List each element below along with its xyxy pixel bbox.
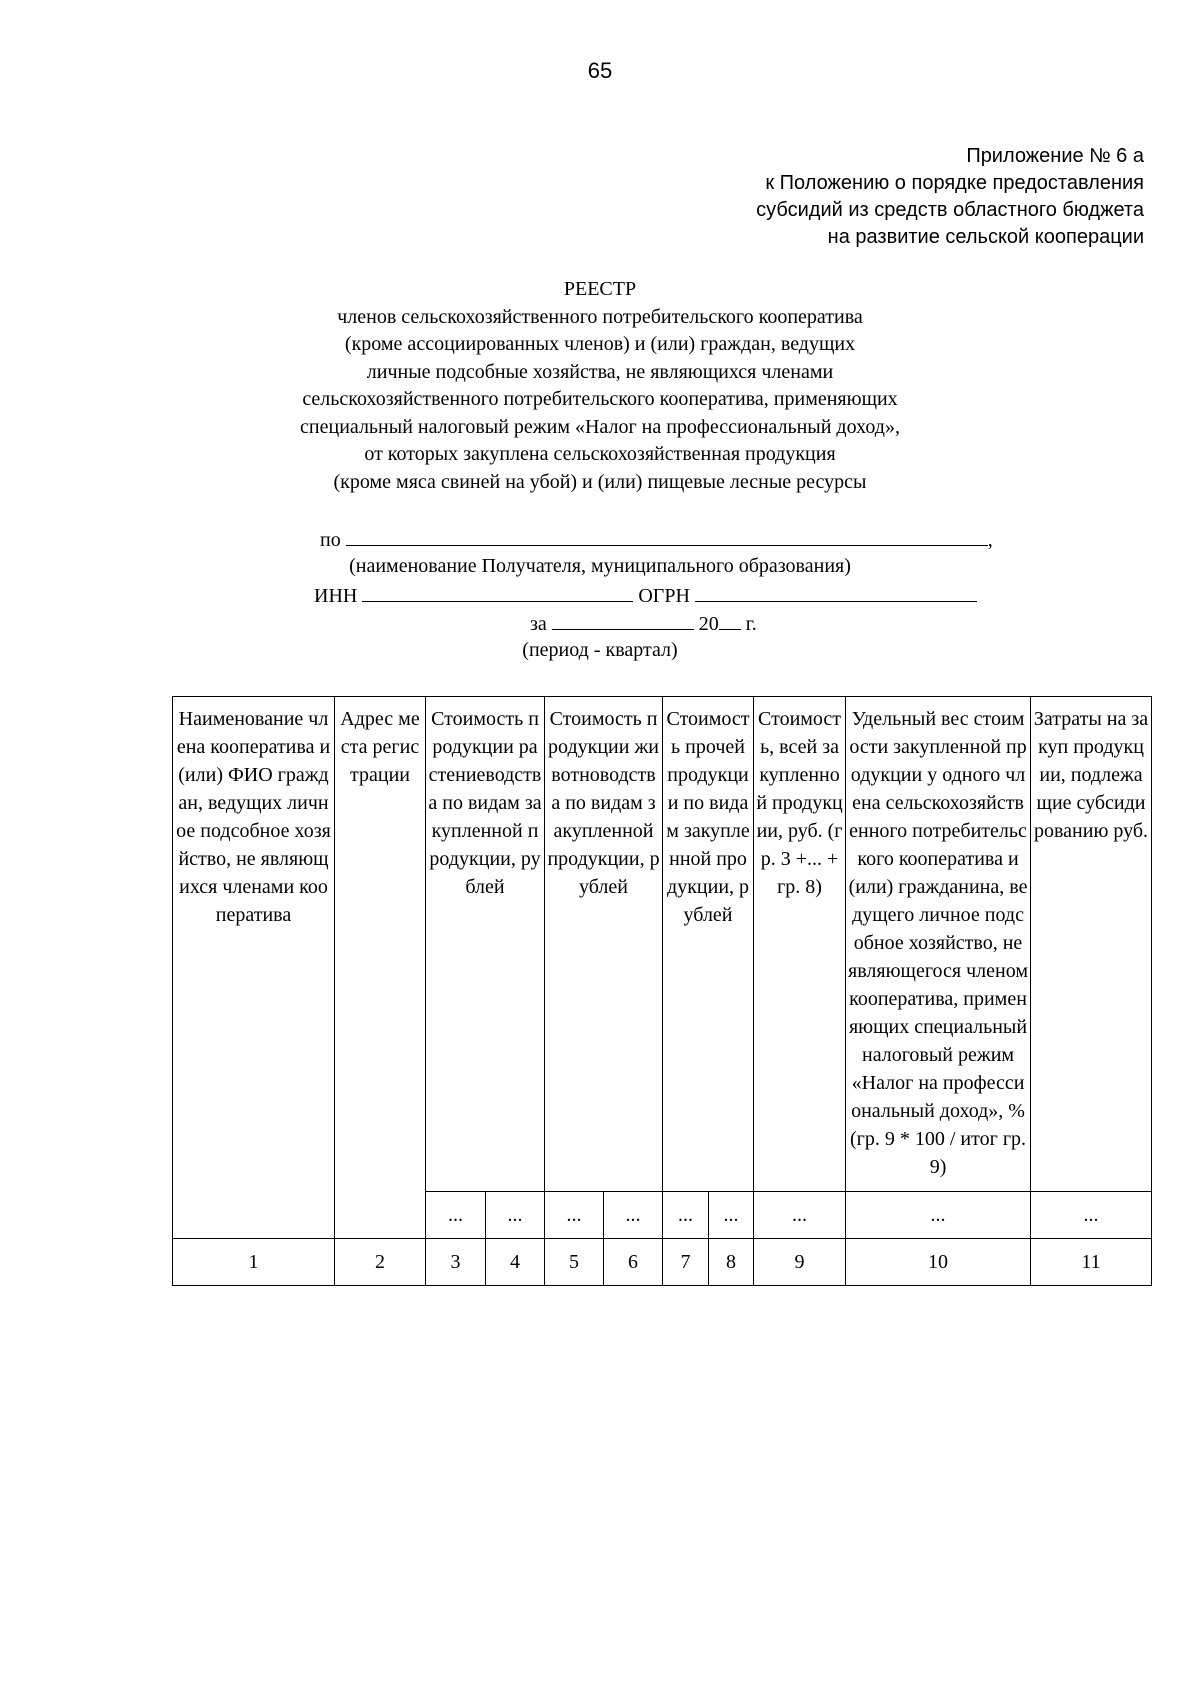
po-label: по (320, 529, 341, 551)
subheader-cell: ... (545, 1192, 604, 1239)
period-line (530, 611, 757, 636)
subheader-cell: ... (604, 1192, 663, 1239)
title-heading: РЕЕСТР (563, 278, 637, 300)
header-cell-livestock-value: Стоимость продукции животноводства по видам закупленной продукции, рублей (545, 697, 663, 1192)
ogrn-blank[interactable] (695, 583, 977, 602)
title-line: сельскохозяйственного потребительского кооператива, применяющих (302, 388, 898, 410)
recipient-blank[interactable] (346, 527, 988, 546)
header-cell-share: Удельный вес стоимости закупленной продукции у одного члена сельскохозяйственного потребительского кооператива и (или) гражданина, ведущего личное подсобное хозяйство, не являющегося членом кооператива, применяющих специальный налоговый режим «Налог на профессиональный доход», % (гр. 9 * 100 / итог гр. 9) (846, 697, 1031, 1192)
title-line: специальный налоговый режим «Налог на профессиональный доход», (300, 415, 900, 438)
column-number-cell: 5 (545, 1239, 604, 1286)
subheader-cell: ... (426, 1192, 486, 1239)
header-cell-crop-value: Стоимость продукции растениеводства по видам закупленной продукции, рублей (426, 697, 545, 1192)
header-cell-member-name: Наименование члена кооператива и (или) ФИО граждан, ведущих личное подсобное хозяйство, не являющихся членами кооператива (173, 697, 335, 1239)
column-number-cell: 9 (754, 1239, 846, 1286)
title-line: (кроме ассоциированных членов) и (или) граждан, ведущих (344, 333, 856, 355)
registry-table (172, 696, 1152, 1286)
header-cell-total-value: Стоимость, всей закупленной продукции, руб. (гр. 3 +... + гр. 8) (754, 697, 846, 1192)
title-line: членов сельскохозяйственного потребительского кооператива (337, 305, 863, 328)
recipient-caption: (наименование Получателя, муниципального образования) (349, 555, 851, 577)
appendix-line: на развитие сельской кооперации (827, 226, 1144, 248)
period-blank[interactable] (552, 611, 694, 630)
title-line: личные подсобные хозяйства, не являющихся членами (366, 360, 834, 383)
recipient-line (320, 527, 993, 552)
subheader-cell: ... (846, 1192, 1031, 1239)
column-number-cell: 3 (426, 1239, 486, 1286)
header-cell-costs: Затраты на закуп продукции, подлежащие субсидированию руб. (1031, 697, 1152, 1192)
ogrn-label: ОГРН (638, 585, 690, 607)
year-prefix: 20 (698, 613, 719, 635)
appendix-reference (756, 143, 1144, 251)
column-number-cell: 2 (335, 1239, 426, 1286)
inn-blank[interactable] (362, 583, 633, 602)
header-cell-other-value: Стоимость прочей продукции по видам закупленной продукции, рублей (663, 697, 754, 1192)
page-number: 65 (587, 58, 613, 83)
appendix-line: к Положению о порядке предоставления (765, 172, 1144, 194)
appendix-line: Приложение № 6 а (966, 145, 1144, 167)
column-number-cell: 1 (173, 1239, 335, 1286)
subheader-cell: ... (663, 1192, 709, 1239)
inn-ogrn-line (314, 583, 977, 608)
po-comma: , (987, 529, 993, 551)
column-number-cell: 6 (604, 1239, 663, 1286)
header-row (173, 697, 1152, 1192)
column-number-cell: 4 (486, 1239, 545, 1286)
column-number-row (173, 1239, 1152, 1286)
year-suffix: г. (745, 613, 757, 635)
title-line: от которых закуплена сельскохозяйственная продукция (364, 443, 836, 465)
subheader-cell: ... (1031, 1192, 1152, 1239)
column-number-cell: 8 (709, 1239, 754, 1286)
column-number-cell: 11 (1031, 1239, 1152, 1286)
za-label: за (530, 613, 547, 635)
appendix-line: субсидий из средств областного бюджета (756, 199, 1144, 221)
period-caption: (период - квартал) (522, 639, 678, 661)
column-number-cell: 10 (846, 1239, 1031, 1286)
inn-label: ИНН (314, 585, 358, 607)
document-title (0, 276, 1200, 496)
header-cell-address: Адрес места регистрации (335, 697, 426, 1239)
subheader-cell: ... (709, 1192, 754, 1239)
column-number-cell: 7 (663, 1239, 709, 1286)
year-blank[interactable] (719, 611, 741, 630)
subheader-cell: ... (486, 1192, 545, 1239)
subheader-cell: ... (754, 1192, 846, 1239)
title-line: (кроме мяса свиней на убой) и (или) пищевые лесные ресурсы (333, 470, 867, 493)
